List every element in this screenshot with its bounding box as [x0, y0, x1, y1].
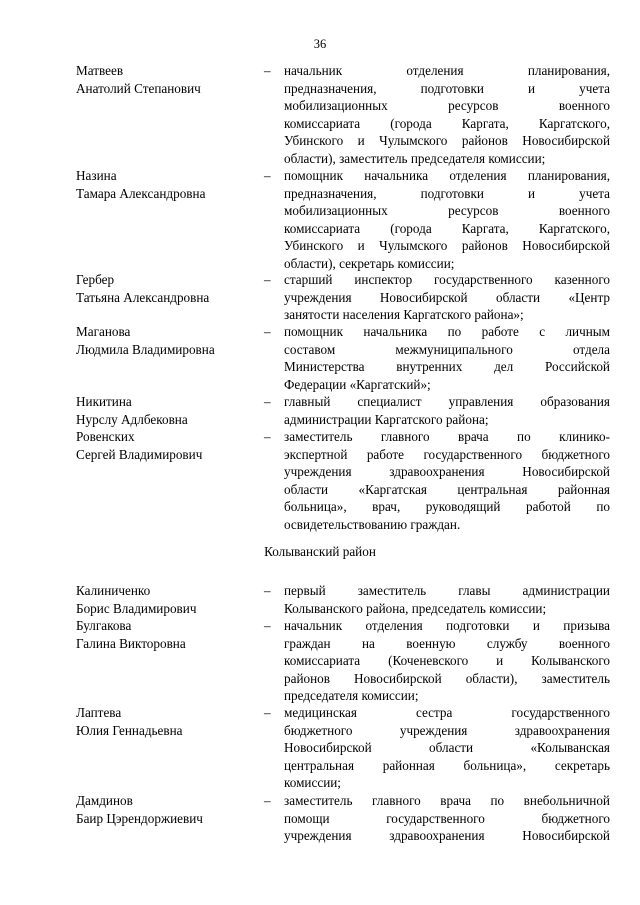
- position-line: медицинская сестра государственного: [284, 705, 610, 720]
- member-surname: Булгакова: [76, 618, 132, 633]
- dash-separator: –: [264, 583, 271, 598]
- position-line: комиссариата (города Каргата, Каргатского,: [284, 220, 610, 236]
- member-given-names: Татьяна Александровна: [76, 289, 210, 305]
- position-line: составом межмуниципального отдела: [284, 341, 610, 357]
- member-position: [284, 428, 610, 534]
- dash-separator: –: [264, 168, 271, 183]
- member-position: [284, 792, 610, 845]
- position-line: предназначения, подготовки и учета: [284, 185, 610, 201]
- position-line: учреждения здравоохранения Новосибирской: [284, 828, 610, 844]
- member-name: [76, 582, 261, 617]
- position-line: области), заместитель председателя комиссии;: [284, 150, 546, 166]
- member-surname: Лаптева: [76, 705, 122, 720]
- member-surname: Назина: [76, 168, 117, 183]
- position-line: председателя комиссии;: [284, 688, 419, 704]
- position-line: мобилизационных ресурсов военного: [284, 98, 610, 114]
- position-line: первый заместитель главы администрации: [284, 583, 610, 598]
- position-line: Колыванского района, председатель комиссии;: [284, 600, 547, 616]
- member-position: [284, 167, 610, 273]
- member-name: [76, 792, 261, 827]
- member-given-names: Анатолий Степанович: [76, 80, 201, 96]
- position-line: начальник отделения подготовки и призыва: [284, 618, 610, 633]
- member-given-names: Юлия Геннадьевна: [76, 722, 183, 738]
- dash-separator: –: [264, 429, 271, 444]
- position-line: бюджетного учреждения здравоохранения: [284, 722, 610, 738]
- member-surname: Матвеев: [76, 63, 124, 78]
- position-line: граждан на военную службу военного: [284, 635, 610, 651]
- member-given-names: Людмила Владимировна: [76, 341, 215, 357]
- member-surname: Никитина: [76, 394, 132, 409]
- position-line: помощник начальника отделения планирования,: [284, 168, 610, 183]
- member-name: [76, 617, 261, 652]
- member-position: [284, 271, 610, 324]
- page-number: 36: [313, 37, 327, 51]
- member-position: [284, 393, 610, 428]
- position-line: комиссариата (Коченевского и Колыванского: [284, 653, 610, 669]
- member-given-names: Борис Владимирович: [76, 600, 197, 616]
- position-line: освидетельствованию граждан.: [284, 516, 461, 532]
- member-position: [284, 62, 610, 168]
- position-line: комиссии;: [284, 775, 341, 791]
- position-line: мобилизационных ресурсов военного: [284, 203, 610, 219]
- position-line: центральная районная больница», секретарь: [284, 757, 610, 773]
- member-name: [76, 323, 261, 358]
- position-line: области «Каргатская центральная районная: [284, 481, 610, 497]
- dash-separator: –: [264, 618, 271, 633]
- member-position: [284, 617, 610, 705]
- position-line: экспертной работе государственного бюджетного: [284, 446, 610, 462]
- position-line: комиссариата (города Каргата, Каргатского,: [284, 115, 610, 131]
- member-surname: Ровенских: [76, 429, 135, 444]
- member-name: [76, 271, 261, 306]
- position-line: Министерства внутренних дел Российской: [284, 359, 610, 375]
- member-given-names: Галина Викторовна: [76, 635, 186, 651]
- position-line: старший инспектор государственного казенного: [284, 272, 610, 287]
- member-surname: Маганова: [76, 324, 131, 339]
- position-line: помощник начальника по работе с личным: [284, 324, 610, 339]
- position-line: Убинского и Чулымского районов Новосибирской: [284, 238, 610, 254]
- dash-separator: –: [264, 705, 271, 720]
- member-name: [76, 428, 261, 463]
- position-line: помощи государственного бюджетного: [284, 810, 610, 826]
- member-surname: Гербер: [76, 272, 115, 287]
- member-position: [284, 323, 610, 393]
- position-line: администрации Каргатского района;: [284, 411, 489, 427]
- member-name: [76, 704, 261, 739]
- position-line: занятости населения Каргатского района»;: [284, 307, 524, 323]
- position-line: районов Новосибирской области), заместитель: [284, 670, 610, 686]
- member-name: [76, 167, 261, 202]
- position-line: Федерации «Каргатский»;: [284, 376, 431, 392]
- position-line: учреждения здравоохранения Новосибирской: [284, 464, 610, 480]
- member-name: [76, 62, 261, 97]
- member-surname: Дамдинов: [76, 793, 133, 808]
- section-heading: Колыванский район: [264, 544, 376, 559]
- member-given-names: Баир Цэрендоржиевич: [76, 810, 203, 826]
- dash-separator: –: [264, 394, 271, 409]
- position-line: Убинского и Чулымского районов Новосибирской: [284, 133, 610, 149]
- dash-separator: –: [264, 63, 271, 78]
- position-line: больница», врач, руководящий работой по: [284, 499, 610, 515]
- dash-separator: –: [264, 324, 271, 339]
- member-surname: Калиниченко: [76, 583, 151, 598]
- position-line: области), секретарь комиссии;: [284, 255, 455, 271]
- member-position: [284, 704, 610, 792]
- member-given-names: Тамара Александровна: [76, 185, 206, 201]
- dash-separator: –: [264, 272, 271, 287]
- position-line: заместитель главного врача по клинико-: [284, 429, 610, 444]
- position-line: главный специалист управления образования: [284, 394, 610, 409]
- position-line: заместитель главного врача по внебольничной: [284, 793, 610, 808]
- member-name: [76, 393, 261, 428]
- position-line: начальник отделения планирования,: [284, 63, 610, 78]
- member-position: [284, 582, 610, 617]
- member-given-names: Нурслу Адлбековна: [76, 411, 188, 427]
- position-line: учреждения Новосибирской области «Центр: [284, 289, 610, 305]
- position-line: Новосибирской области «Колыванская: [284, 740, 610, 756]
- member-given-names: Сергей Владимирович: [76, 446, 203, 462]
- position-line: предназначения, подготовки и учета: [284, 80, 610, 96]
- dash-separator: –: [264, 793, 271, 808]
